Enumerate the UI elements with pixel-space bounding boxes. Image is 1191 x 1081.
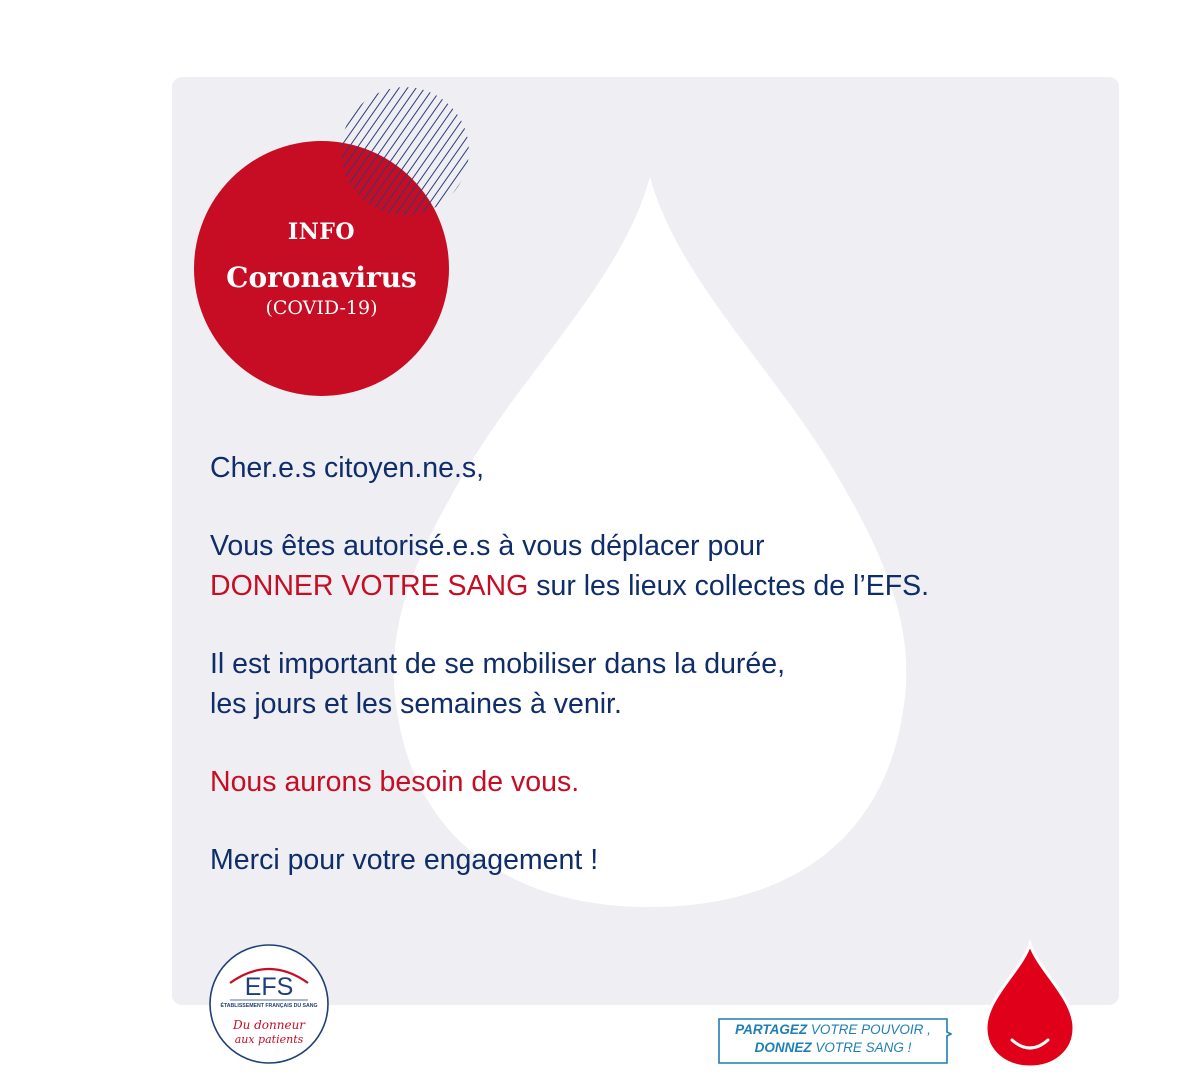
slogan-bold-2: DONNEZ — [754, 1040, 812, 1055]
mobilize-line-1: Il est important de se mobiliser dans la durée, — [210, 648, 786, 680]
greeting: Cher.e.s citoyen.ne.s, — [210, 452, 485, 484]
logo-tagline-2: aux patients — [234, 1033, 304, 1046]
efs-logo — [208, 943, 330, 1065]
message-text — [210, 448, 1130, 880]
slogan-rest-1: VOTRE POUVOIR , — [807, 1022, 931, 1037]
authorization-line: Vous êtes autorisé.e.s à vous déplacer pour — [210, 530, 765, 562]
logo-tagline-1: Du donneur — [232, 1018, 306, 1032]
donate-highlight: DONNER VOTRE SANG — [210, 570, 529, 602]
campaign-slogan — [722, 1021, 944, 1057]
badge-topic: Coronavirus — [226, 261, 417, 294]
blood-drop-mascot — [982, 940, 1078, 1070]
badge-info-label: INFO — [287, 219, 356, 245]
donate-line — [210, 566, 1130, 606]
hatched-overlap-decoration — [340, 86, 470, 216]
logo-full-name: ÉTABLISSEMENT FRANÇAIS DU SANG — [220, 1003, 318, 1009]
badge-subtopic: (COVID-19) — [265, 297, 378, 319]
slogan-bold-1: PARTAGEZ — [735, 1022, 808, 1037]
need-line: Nous aurons besoin de vous. — [210, 766, 580, 798]
donate-rest: sur les lieux collectes de l’EFS. — [528, 570, 930, 602]
slogan-rest-2: VOTRE SANG ! — [811, 1040, 912, 1055]
thanks-line: Merci pour votre engagement ! — [210, 844, 599, 876]
logo-acronym: EFS — [244, 973, 294, 1001]
mobilize-line-2: les jours et les semaines à venir. — [210, 688, 622, 720]
